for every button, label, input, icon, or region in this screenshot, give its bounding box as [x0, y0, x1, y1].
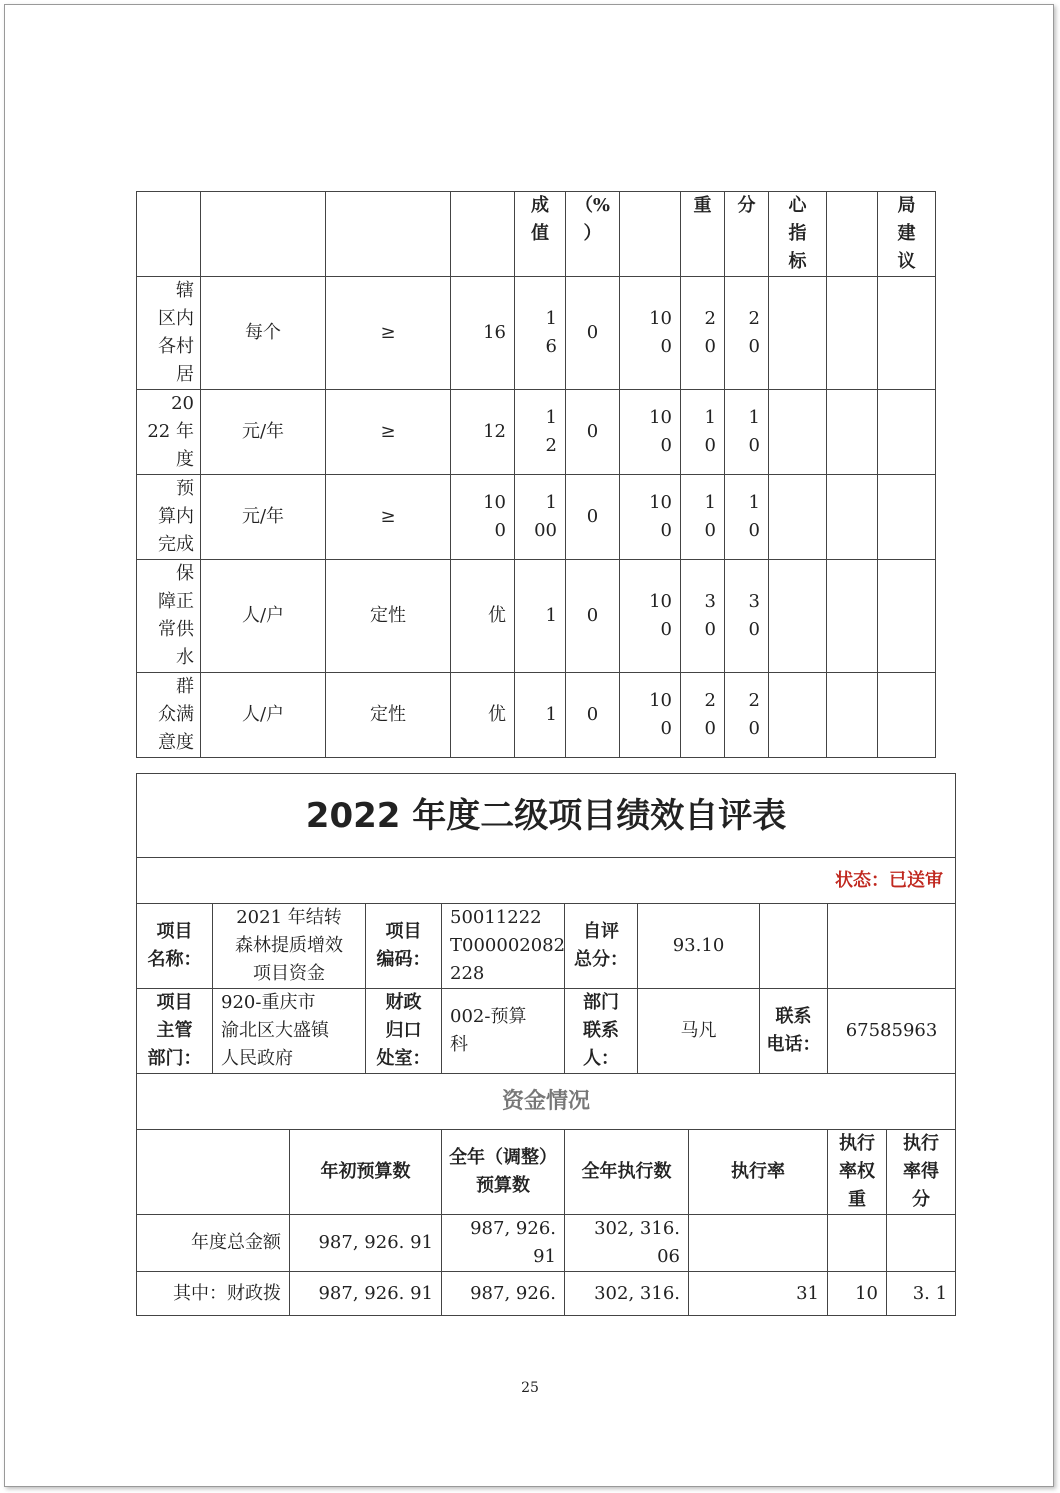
- indicator-target: 12: [451, 390, 515, 475]
- table-row: [137, 989, 956, 1074]
- indicator-deviation: 0: [566, 475, 620, 560]
- empty-cell: [827, 475, 878, 560]
- fund-row-label: 年度总金额: [137, 1215, 290, 1272]
- indicator-operator: ≥: [326, 390, 451, 475]
- table-row: [137, 390, 936, 475]
- indicator-actual: 1 6: [515, 277, 566, 390]
- finance-label: 财政 归口 处室：: [366, 989, 442, 1074]
- empty-cell: [827, 277, 878, 390]
- indicator-unit: 每个: [201, 277, 326, 390]
- indicator-name: 预 算内 完成: [137, 475, 201, 560]
- header-cell: 执行率: [689, 1130, 828, 1215]
- indicator-score: 2 0: [725, 673, 769, 758]
- empty-cell: [827, 673, 878, 758]
- header-cell: 年初预算数: [290, 1130, 442, 1215]
- project-code: 50011222 T000002082 228: [442, 904, 565, 989]
- header-cell: [201, 192, 326, 277]
- indicator-weight: 2 0: [681, 673, 725, 758]
- empty-cell: [769, 475, 827, 560]
- indicator-name: 20 22 年 度: [137, 390, 201, 475]
- indicator-actual: 1: [515, 673, 566, 758]
- table-row: [137, 277, 936, 390]
- indicator-operator: ≥: [326, 475, 451, 560]
- indicator-rate: 10 0: [620, 475, 681, 560]
- header-cell: 重: [681, 192, 725, 277]
- indicator-unit: 元/年: [201, 390, 326, 475]
- indicator-deviation: 0: [566, 277, 620, 390]
- header-cell: [451, 192, 515, 277]
- indicator-unit: 人/户: [201, 560, 326, 673]
- header-cell: 分: [725, 192, 769, 277]
- indicator-rate: 10 0: [620, 560, 681, 673]
- indicator-target: 优: [451, 560, 515, 673]
- indicator-rate: 10 0: [620, 390, 681, 475]
- indicator-actual: 1 2: [515, 390, 566, 475]
- indicator-unit: 人/户: [201, 673, 326, 758]
- indicator-score: 1 0: [725, 390, 769, 475]
- finance-value: 002-预算 科: [442, 989, 565, 1074]
- phone-value: 67585963: [828, 989, 956, 1074]
- header-cell: 心 指 标: [769, 192, 827, 277]
- empty-cell: [878, 277, 936, 390]
- self-score: 93.10: [638, 904, 760, 989]
- table-row: [137, 192, 936, 277]
- indicator-actual: 1: [515, 560, 566, 673]
- indicator-weight: 3 0: [681, 560, 725, 673]
- fund-cell: 3. 1: [887, 1272, 956, 1316]
- table-row: [137, 673, 936, 758]
- header-cell: 成 值: [515, 192, 566, 277]
- indicator-unit: 元/年: [201, 475, 326, 560]
- fund-cell: [887, 1215, 956, 1272]
- indicator-target: 优: [451, 673, 515, 758]
- empty-cell: [827, 390, 878, 475]
- empty-cell: [878, 673, 936, 758]
- empty-cell: [878, 475, 936, 560]
- indicator-name: 群 众满 意度: [137, 673, 201, 758]
- contact-label: 部门 联系 人：: [565, 989, 638, 1074]
- fund-cell: 987, 926. 91: [290, 1215, 442, 1272]
- fund-cell: 302, 316. 06: [565, 1215, 689, 1272]
- indicator-operator: 定性: [326, 560, 451, 673]
- indicator-rate: 10 0: [620, 277, 681, 390]
- header-cell: 全年（调整） 预算数: [442, 1130, 565, 1215]
- table-row: [137, 1215, 956, 1272]
- indicator-table: [136, 191, 936, 758]
- indicator-score: 3 0: [725, 560, 769, 673]
- fund-cell: 31: [689, 1272, 828, 1316]
- indicator-score: 2 0: [725, 277, 769, 390]
- table-row: [137, 1272, 956, 1316]
- empty-cell: [769, 560, 827, 673]
- table-row: [137, 475, 936, 560]
- fund-cell: [828, 1215, 887, 1272]
- table-row: [137, 904, 956, 989]
- empty-cell: [827, 560, 878, 673]
- indicator-deviation: 0: [566, 560, 620, 673]
- indicator-target: 10 0: [451, 475, 515, 560]
- status-badge: 状态：已送审: [137, 858, 956, 904]
- fund-cell: 987, 926. 91: [442, 1215, 565, 1272]
- header-cell: 局 建 议: [878, 192, 936, 277]
- indicator-name: 辖 区内 各村 居: [137, 277, 201, 390]
- phone-label: 联系 电话：: [760, 989, 828, 1074]
- project-name: 2021 年结转 森林提质增效 项目资金: [213, 904, 366, 989]
- indicator-name: 保 障正 常供 水: [137, 560, 201, 673]
- empty-cell: [769, 277, 827, 390]
- fund-cell: 987, 926. 91: [290, 1272, 442, 1316]
- fund-cell: 10: [828, 1272, 887, 1316]
- empty-cell: [760, 904, 828, 989]
- section-title: 资金情况: [137, 1074, 956, 1130]
- self-evaluation-table: [136, 773, 956, 1316]
- indicator-score: 1 0: [725, 475, 769, 560]
- header-cell: [827, 192, 878, 277]
- table-row: [137, 560, 936, 673]
- indicator-rate: 10 0: [620, 673, 681, 758]
- indicator-weight: 2 0: [681, 277, 725, 390]
- header-cell: [137, 1130, 290, 1215]
- dept-label: 项目 主管 部门：: [137, 989, 213, 1074]
- indicator-operator: 定性: [326, 673, 451, 758]
- table-row: [137, 1130, 956, 1215]
- form-title: 2022 年度二级项目绩效自评表: [137, 774, 956, 858]
- indicator-weight: 1 0: [681, 475, 725, 560]
- header-cell: [326, 192, 451, 277]
- table-row: [137, 1074, 956, 1130]
- header-cell: 执行 率权 重: [828, 1130, 887, 1215]
- indicator-actual: 1 00: [515, 475, 566, 560]
- table-row: [137, 858, 956, 904]
- contact-value: 马凡: [638, 989, 760, 1074]
- header-cell: （% ）: [566, 192, 620, 277]
- empty-cell: [769, 673, 827, 758]
- indicator-deviation: 0: [566, 673, 620, 758]
- indicator-deviation: 0: [566, 390, 620, 475]
- page-number: 25: [521, 1380, 539, 1396]
- empty-cell: [769, 390, 827, 475]
- fund-cell: 987, 926.: [442, 1272, 565, 1316]
- header-cell: 全年执行数: [565, 1130, 689, 1215]
- indicator-operator: ≥: [326, 277, 451, 390]
- header-cell: [620, 192, 681, 277]
- empty-cell: [828, 904, 956, 989]
- fund-cell: 302, 316.: [565, 1272, 689, 1316]
- fund-cell: [689, 1215, 828, 1272]
- empty-cell: [878, 390, 936, 475]
- header-cell: [137, 192, 201, 277]
- dept-value: 920-重庆市 渝北区大盛镇 人民政府: [213, 989, 366, 1074]
- fund-row-label: 其中：财政拨: [137, 1272, 290, 1316]
- project-name-label: 项目 名称：: [137, 904, 213, 989]
- empty-cell: [878, 560, 936, 673]
- indicator-weight: 1 0: [681, 390, 725, 475]
- header-cell: 执行 率得 分: [887, 1130, 956, 1215]
- table-row: [137, 774, 956, 858]
- project-code-label: 项目 编码：: [366, 904, 442, 989]
- self-score-label: 自评 总分：: [565, 904, 638, 989]
- indicator-target: 16: [451, 277, 515, 390]
